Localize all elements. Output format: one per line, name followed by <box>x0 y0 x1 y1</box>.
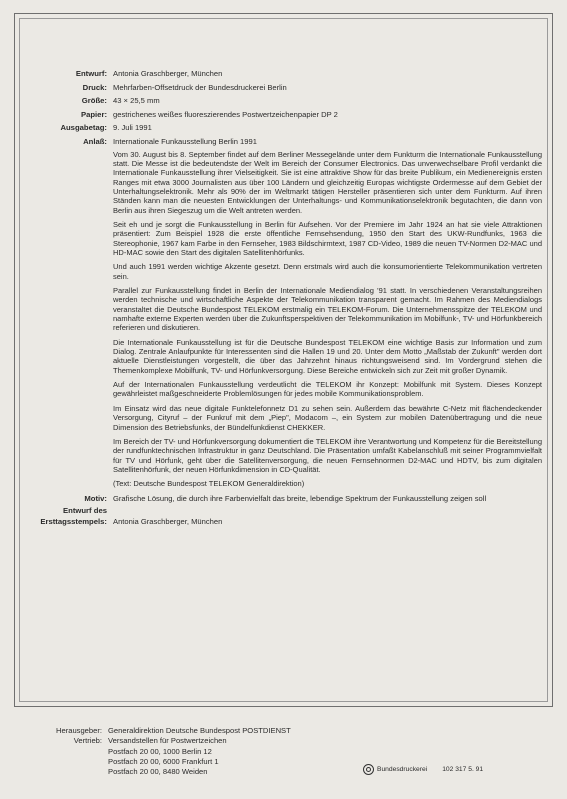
field-value: Mehrfarben-Offsetdruck der Bundesdruckerei Berlin <box>113 82 287 92</box>
field-groesse <box>26 96 546 107</box>
anlass-text <box>113 150 546 489</box>
address-line: Postfach 20 00, 6000 Frankfurt 1 <box>108 756 219 766</box>
footer-value: Generaldirektion Deutsche Bundespost POSTDIENST <box>108 726 291 735</box>
printer-name: Bundesdruckerei <box>377 766 428 773</box>
address-line: Versandstellen für Postwertzeichen <box>108 736 227 746</box>
document-body <box>26 69 546 527</box>
paragraph: Die Internationale Funkausstellung ist für die Deutsche Bundespost TELEKOM eine wichtige Basis zur Information und zum Dialog. Zentrale Anlaufpunkte für Interessenten sind die Hallen 19 und 20. Unter dem Motto „Maßstab der Zukunft" werden dort aktuelle Dienstleistungen vorgestellt, die über das Jahrzehnt hinaus richtungsweisend sind. Im Vordergrund stehen die Themenkomplexe Mobilfunk, TV- und Hörfunkversorgung. Diese Bereiche entwickeln sich zur Zeit mit großer Dynamik. <box>113 337 542 375</box>
paragraph: Auf der Internationalen Funkausstellung verdeutlicht die TELEKOM ihr Konzept: Mobilfunk mit System. Dieses Konzept gewährleistet maßgeschneiderte Problemlösungen für jedes mobile Kommunikationsproblem. <box>113 380 542 399</box>
field-value: Antonia Graschberger, München <box>113 516 223 526</box>
text-source: (Text: Deutsche Bundespost TELEKOM Generaldirektion) <box>113 479 305 489</box>
field-druck <box>26 83 546 94</box>
field-label: Druck: <box>82 82 107 92</box>
field-value: 43 × 25,5 mm <box>113 96 160 106</box>
footer-label: Vertrieb: <box>73 736 102 746</box>
footer-herausgeber <box>26 726 546 736</box>
field-label: Papier: <box>80 109 107 119</box>
footer-vertrieb-lines <box>108 736 227 777</box>
field-label: Motiv: <box>84 493 107 503</box>
field-value: 9. Juli 1991 <box>113 123 152 133</box>
paragraph: Seit eh und je sorgt die Funkausstellung in Berlin für Aufsehen. Vor der Premiere im Jahr 1924 an hat sie viele Attraktionen präsentiert: Zum Beispiel 1928 die erste öffentliche Fernsehsendung, 1950 den Start des UKW-Rundfunks, 1963 die Stereophonie, 1967 kam Farbe in den Fernseher, 1983 Bildschirmtext, 1987 CD-Video, 1989 die neuen TV-Normen D2-MAC und HD-MAC sowie den Start des digitalen Satellitenhörfunks. <box>113 219 542 257</box>
paragraph: Im Einsatz wird das neue digitale Funktelefonnetz D1 zu sehen sein. Außerdem das bewährte C-Netz mit flächendeckender Versorgung, Cityruf – der Funkruf mit dem „Piep", Modacom –, ein System zur mobilen Datenübertragung und die neue Dimension des Betriebsfunks, der Bündelfunkdienst CHEKKER. <box>113 403 542 432</box>
paragraph: Und auch 1991 werden wichtige Akzente gesetzt. Denn erstmals wird auch die konsumorientierte Telekommunikation vertreten sein. <box>113 262 542 281</box>
field-entwurf <box>26 69 546 80</box>
footer-label: Herausgeber: <box>55 726 102 735</box>
field-anlass <box>26 137 546 148</box>
field-value: Internationale Funkausstellung Berlin 1991 <box>113 136 257 146</box>
field-ersttagsstempel <box>26 506 546 527</box>
print-reference: 102 317 5. 91 <box>442 766 484 773</box>
field-label: Ausgabetag: <box>60 123 107 133</box>
field-label: Größe: <box>81 96 107 106</box>
field-ausgabetag <box>26 123 546 134</box>
printer-imprint <box>363 764 483 775</box>
paragraph: Vom 30. August bis 8. September findet auf dem Berliner Messegelände unter dem Funkturm die Internationale Funkausstellung statt. Die Messe ist die bedeutendste der Welt im Bereich der Consumer Electronics. Das unverwechselbare Profil verdankt die Internationale Funkausstellung ihrer Vielseitigkeit. Sie ist eine attraktive Show für das breite Publikum, ein Medienereignis ersten Ranges mit etwa 3000 Journalisten aus über 100 Ländern und gleichzeitig Europas wichtigste Ordermesse auf dem Gebiet der Unterhaltungselektronik. Mehr als 90% der im Weltmarkt tätigen Hersteller präsentieren sich unter dem Funkturm. Auf ihren Ständen kann man die neuesten Entwicklungen der Unterhaltungs- und Kommunikationselektronik begutachten, die dann von Berlin aus ihren Siegeszug um die Welt antreten werden. <box>113 149 542 215</box>
field-label: Entwurf: <box>75 69 107 78</box>
field-value: Antonia Graschberger, München <box>113 69 223 78</box>
field-motiv <box>26 494 546 505</box>
field-label-line: Ersttagsstempels: <box>40 516 107 526</box>
address-line: Postfach 20 00, 1000 Berlin 12 <box>108 746 212 756</box>
paragraph: Im Bereich der TV- und Hörfunkversorgung dokumentiert die TELEKOM ihre Verantwortung und Kompetenz für die Bereitstellung der rundfunktechnischen Infrastruktur in ganz Deutschland. Die Präsentation umfaßt Kabelanschluß mit seiner Programmvielfalt für TV und Hörfunk, geht über die Satellitenversorgung, die neuen Fernsehnormen D2-MAC und HDTV, bis zum digitalen Satellitenhörfunk, der neuen Hörfunkdimension in CD-Qualität. <box>113 436 542 474</box>
field-value: Grafische Lösung, die durch ihre Farbenvielfalt das breite, lebendige Spektrum der Funkausstellung zeigen soll <box>113 493 487 503</box>
paragraph: Parallel zur Funkausstellung findet in Berlin der Internationale Mediendialog '91 statt. In verschiedenen Veranstaltungsreihen werden technische und wirtschaftliche Aspekte der Telekommunikation transparent gemacht. Im Rahmen des Mediendialogs veranstaltet die Deutsche Bundespost TELEKOM erstmalig ein TELEKOM-Forum. Die Unternehmensspitze der TELEKOM und namhafte externe Experten werden über die Zukunftsperspektiven der Telekommunikation im Mobilfunk-, TV- und Hörfunkbereich referieren und diskutieren. <box>113 286 542 333</box>
field-label: Anlaß: <box>83 136 107 146</box>
field-value: gestrichenes weißes fluoreszierendes Postwertzeichenpapier DP 2 <box>113 109 338 119</box>
field-label-line: Entwurf des <box>63 506 107 516</box>
bundesdruckerei-logo-icon <box>363 764 374 775</box>
field-papier <box>26 110 546 121</box>
field-label <box>26 506 113 527</box>
address-line: Postfach 20 00, 8480 Weiden <box>108 767 208 777</box>
